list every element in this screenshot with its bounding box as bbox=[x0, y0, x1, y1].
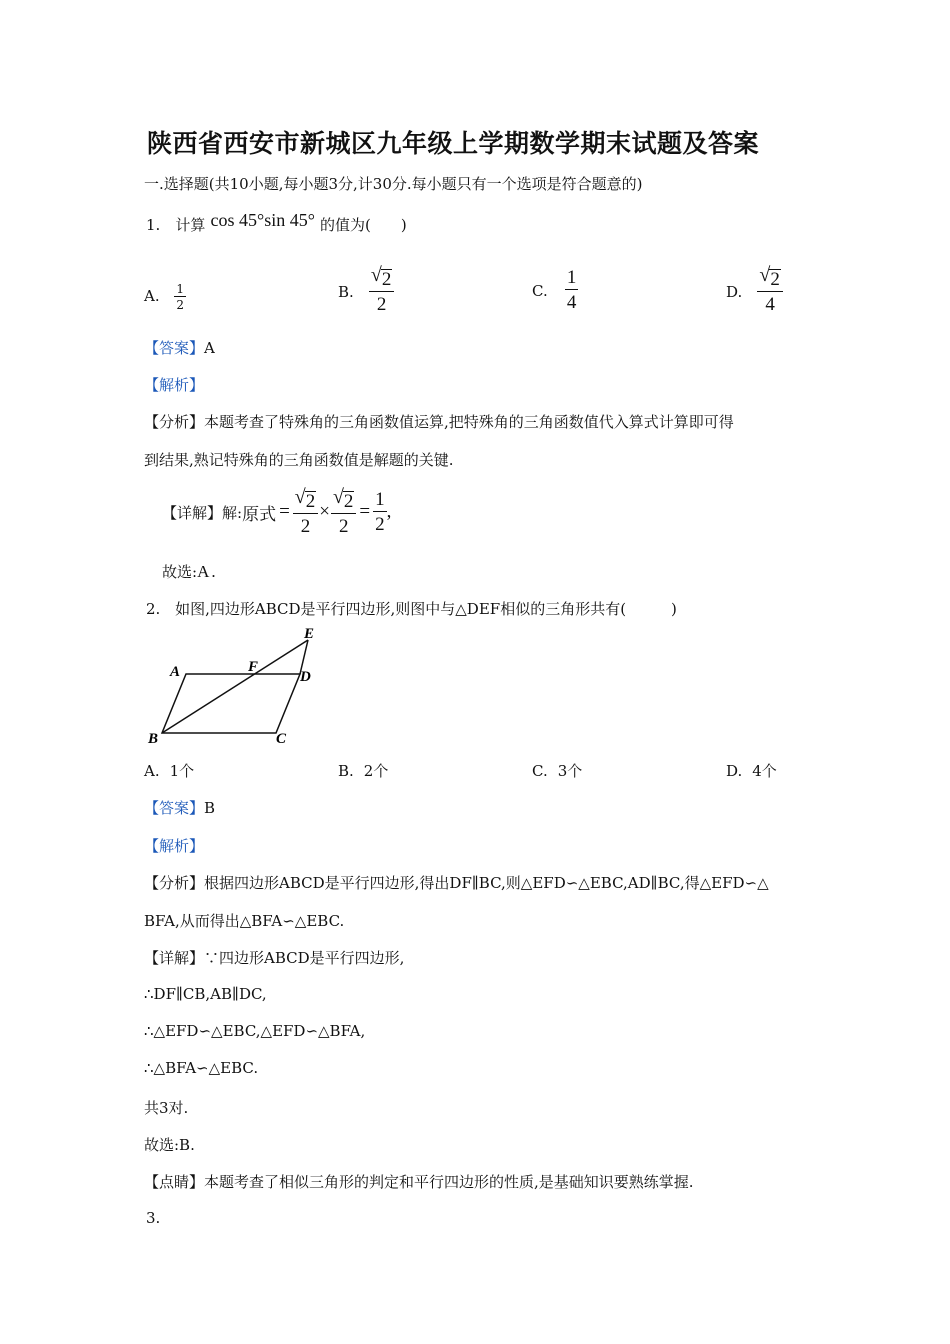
q2-detail-line1 bbox=[144, 947, 404, 968]
q2-detail-line5: 共3对. bbox=[144, 1099, 189, 1117]
label-c: C bbox=[276, 731, 287, 747]
q2-conclusion: 故选:B. bbox=[144, 1136, 195, 1154]
q1-detail bbox=[162, 488, 391, 536]
option-text: 4个 bbox=[752, 762, 777, 780]
numerator bbox=[293, 488, 318, 514]
question-1-stem bbox=[146, 210, 407, 235]
question-suffix: 的值为( ) bbox=[320, 216, 407, 234]
option-label: A. bbox=[144, 287, 160, 305]
q2-fenxi-line2: BFA,从而得出△BFA∽△EBC. bbox=[144, 912, 345, 930]
denominator: 4 bbox=[765, 294, 775, 315]
numerator: 1 bbox=[176, 282, 185, 296]
q2-option-a bbox=[144, 760, 194, 781]
fraction bbox=[373, 490, 387, 534]
question-number: 2. bbox=[146, 600, 161, 618]
section-heading: 一.选择题(共10小题,每小题3分,计30分.每小题只有一个选项是符合题意的) bbox=[144, 175, 643, 193]
fenxi-text: 根据四边形ABCD是平行四边形,得出DF∥BC,则△EFD∽△EBC,AD∥BC,得△EFD∽△ bbox=[204, 874, 769, 892]
q2-detail-line2: ∴DF∥CB,AB∥DC, bbox=[144, 985, 267, 1003]
fraction bbox=[565, 268, 579, 312]
numerator: 1 bbox=[566, 267, 577, 288]
q1-analysis-tag: 【解析】 bbox=[144, 376, 205, 394]
option-text: 3个 bbox=[557, 762, 583, 780]
dianjing-tag: 【点睛】 bbox=[144, 1173, 205, 1191]
denominator: 2 bbox=[176, 298, 185, 312]
label-b: B bbox=[148, 731, 159, 747]
option-label: A. bbox=[144, 762, 160, 780]
trig-expression: cos 45°sin 45° bbox=[210, 210, 315, 230]
q1-option-b bbox=[338, 266, 394, 314]
label-d: D bbox=[300, 669, 311, 685]
q1-option-d bbox=[726, 266, 783, 314]
option-label: D. bbox=[726, 762, 743, 780]
line-be bbox=[162, 640, 308, 733]
q1-option-a bbox=[144, 283, 186, 311]
times-sign: × bbox=[319, 501, 330, 522]
q2-dianjing bbox=[144, 1171, 694, 1192]
fraction bbox=[293, 488, 318, 536]
dianjing-text: 本题考查了相似三角形的判定和平行四边形的性质,是基础知识要熟练掌握. bbox=[204, 1173, 694, 1191]
label-a: A bbox=[170, 664, 181, 680]
q2-option-c bbox=[532, 760, 582, 781]
detail-tag: 【详解】 bbox=[144, 949, 205, 967]
q2-fenxi-line1 bbox=[144, 872, 769, 893]
fenxi-tag: 【分析】 bbox=[144, 413, 205, 431]
question-number: 1. bbox=[146, 216, 161, 234]
q2-answer bbox=[144, 797, 215, 818]
q2-option-b bbox=[338, 760, 388, 781]
q1-option-c bbox=[532, 268, 578, 312]
fraction bbox=[331, 488, 356, 536]
detail-text: ∵四边形ABCD是平行四边形, bbox=[204, 949, 405, 967]
q1-answer bbox=[144, 337, 215, 358]
fraction bbox=[174, 283, 186, 311]
option-text: 2个 bbox=[363, 762, 389, 780]
question-text: 如图,四边形ABCD是平行四边形,则图中与△DEF相似的三角形共有( ) bbox=[175, 600, 677, 618]
answer-tag: 【答案】 bbox=[144, 339, 205, 357]
numerator bbox=[369, 266, 394, 292]
detail-yuanshi: 原式 bbox=[242, 504, 277, 525]
q2-analysis-tag: 【解析】 bbox=[144, 837, 205, 855]
q1-conclusion bbox=[162, 561, 216, 582]
conclusion-end: . bbox=[211, 562, 216, 581]
denominator: 2 bbox=[300, 516, 311, 537]
option-label: D. bbox=[726, 282, 743, 301]
option-label: C. bbox=[532, 762, 548, 780]
q2-detail-line3: ∴△EFD∽△EBC,△EFD∽△BFA, bbox=[144, 1022, 366, 1040]
fraction bbox=[757, 266, 782, 314]
comma: , bbox=[386, 501, 392, 522]
q2-option-d bbox=[726, 760, 777, 781]
sqrt-symbol: √ 2 bbox=[294, 486, 316, 512]
page-title: 陕西省西安市新城区九年级上学期数学期末试题及答案 bbox=[147, 129, 760, 158]
detail-prefix: 解: bbox=[222, 503, 243, 522]
equals-sign: = bbox=[359, 501, 371, 522]
option-label: B. bbox=[338, 762, 354, 780]
q1-fenxi-line1 bbox=[144, 411, 734, 432]
detail-tag: 【详解】 bbox=[162, 503, 223, 522]
fenxi-tag: 【分析】 bbox=[144, 874, 205, 892]
fenxi-text: 本题考查了特殊角的三角函数值运算,把特殊角的三角函数值代入算式计算即可得 bbox=[204, 413, 734, 431]
answer-value: A bbox=[204, 339, 215, 357]
numerator bbox=[757, 266, 782, 292]
parallelogram-figure bbox=[140, 618, 340, 753]
sqrt-symbol: √ 2 bbox=[759, 264, 780, 290]
sqrt-symbol: √ 2 bbox=[332, 486, 354, 512]
option-label: C. bbox=[532, 281, 548, 300]
option-label: B. bbox=[338, 282, 354, 301]
label-f: F bbox=[248, 659, 259, 675]
denominator: 2 bbox=[338, 516, 349, 537]
conclusion-prefix: 故选: bbox=[162, 563, 198, 581]
denominator: 2 bbox=[376, 294, 387, 315]
question-prefix: 计算 bbox=[175, 216, 206, 234]
answer-tag: 【答案】 bbox=[144, 799, 205, 817]
option-text: 1个 bbox=[169, 762, 195, 780]
q1-fenxi-line2: 到结果,熟记特殊角的三角函数值是解题的关键. bbox=[144, 451, 454, 469]
answer-value: B bbox=[204, 799, 216, 817]
denominator: 2 bbox=[375, 514, 385, 535]
denominator: 4 bbox=[566, 292, 577, 313]
numerator bbox=[331, 488, 356, 514]
sqrt-symbol: √ 2 bbox=[370, 264, 392, 290]
fraction bbox=[369, 266, 394, 314]
numerator: 1 bbox=[375, 489, 385, 510]
question-2-stem bbox=[146, 598, 677, 619]
q2-detail-line4: ∴△BFA∽△EBC. bbox=[144, 1059, 259, 1077]
conclusion-value: A bbox=[197, 562, 210, 581]
parallelogram-abcd bbox=[162, 674, 300, 733]
equals-sign: = bbox=[279, 501, 290, 522]
label-e: E bbox=[304, 626, 315, 642]
question-3-number: 3. bbox=[146, 1209, 161, 1227]
